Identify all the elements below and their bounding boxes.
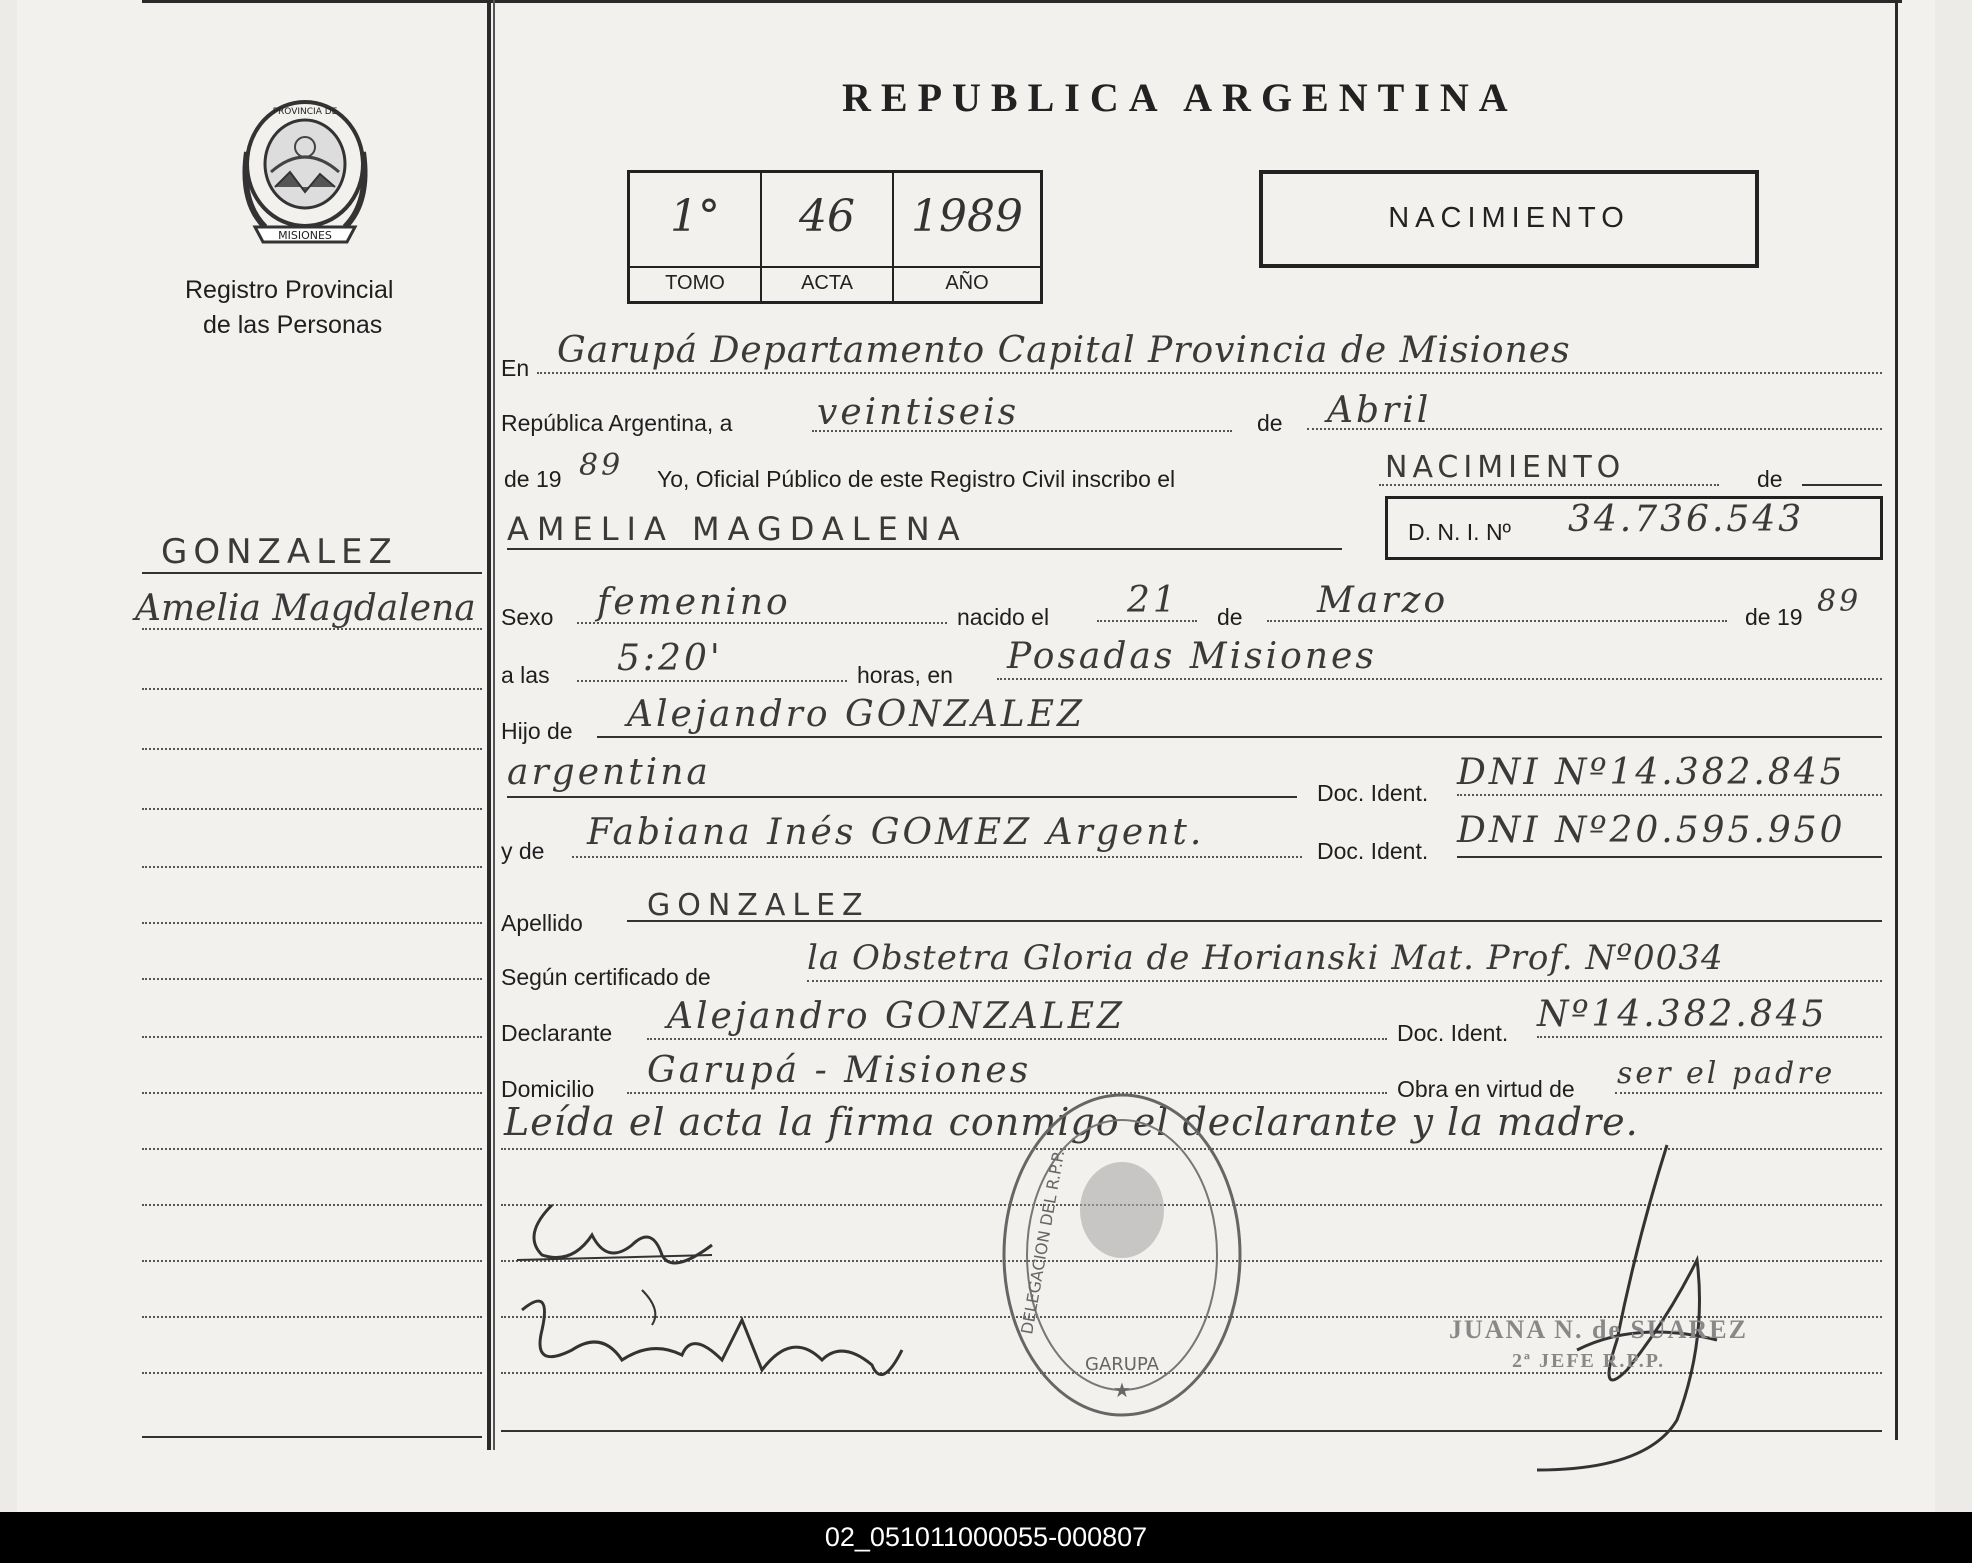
- field-line: [1457, 856, 1882, 858]
- declarant-document: Nº14.382.845: [1537, 994, 1828, 1035]
- field-line: [1097, 620, 1197, 622]
- margin-line: [142, 1148, 482, 1150]
- field-line: [1537, 1036, 1882, 1038]
- margin-given-names: Amelia Magdalena: [135, 588, 476, 629]
- column-divider-inner: [493, 0, 495, 1450]
- birth-place: Posadas Misiones: [1007, 636, 1377, 677]
- margin-surname: GONZALEZ: [161, 532, 398, 572]
- capacity-value: ser el padre: [1617, 1056, 1836, 1091]
- de-label-2: de: [1757, 466, 1783, 492]
- field-line: [507, 796, 1297, 798]
- field-line: [1307, 428, 1882, 430]
- right-border: [1895, 0, 1898, 1440]
- birth-day: 21: [1127, 580, 1179, 621]
- ano-cell: [894, 173, 1040, 301]
- surname-value: GONZALEZ: [647, 888, 870, 923]
- field-line: [627, 920, 1882, 922]
- field-line: [507, 548, 1342, 550]
- stamp-text: DELEGACION DEL R.P.P.: [1017, 1148, 1069, 1336]
- field-line: [537, 372, 1882, 374]
- de-label-3: de: [1217, 604, 1243, 630]
- sexo-label: Sexo: [501, 604, 554, 630]
- yde-label: y de: [501, 838, 545, 864]
- registration-year: 89: [579, 448, 624, 483]
- child-given-names: AMELIA MAGDALENA: [507, 510, 968, 548]
- tomo-cell: [630, 173, 762, 301]
- field-line: [1379, 484, 1719, 486]
- field-line: [1615, 1092, 1882, 1094]
- margin-line: [142, 808, 482, 810]
- record-number-box: [627, 170, 1043, 304]
- record-type-box: [1259, 170, 1759, 268]
- field-line: [577, 622, 947, 624]
- father-name: Alejandro GONZALEZ: [627, 694, 1085, 735]
- field-line: [997, 678, 1882, 680]
- seal-bottom-text: MISIONES: [278, 229, 332, 242]
- seal-top-text: PROVINCIA DE: [272, 107, 338, 117]
- acta-label: ACTA: [762, 266, 892, 295]
- closing-statement: Leída el acta la firma conmigo el declarante y la madre.: [504, 1100, 1639, 1144]
- tomo-value: 1°: [670, 191, 720, 242]
- certificate-sheet: [17, 0, 1935, 1512]
- republica-label: República Argentina, a: [501, 410, 733, 436]
- apellido-label: Apellido: [501, 910, 583, 936]
- certificate-issuer: la Obstetra Gloria de Horianski Mat. Prof. Nº0034: [807, 938, 1724, 978]
- mother-name: Fabiana Inés GOMEZ Argent.: [587, 812, 1205, 853]
- registration-month: Abril: [1327, 390, 1432, 431]
- record-type-label: NACIMIENTO: [1388, 202, 1630, 234]
- sex-value: femenino: [597, 582, 791, 623]
- nacido-label: nacido el: [957, 604, 1050, 630]
- registry-line-1: Registro Provincial: [185, 276, 394, 304]
- margin-line: [142, 1036, 482, 1038]
- doc-ident-label-2: Doc. Ident.: [1317, 838, 1429, 864]
- act-type: NACIMIENTO: [1385, 450, 1626, 485]
- margin-line: [142, 628, 482, 630]
- mother-document: DNI Nº20.595.950: [1457, 810, 1846, 851]
- official-stamp-icon: [992, 1085, 1252, 1425]
- alas-label: a las: [501, 662, 550, 688]
- document-code: 02_051011000055-000807: [0, 1512, 1972, 1563]
- margin-line: [142, 1372, 482, 1374]
- field-line: [1267, 620, 1727, 622]
- field-line: [807, 980, 1882, 982]
- father-nationality: argentina: [507, 752, 711, 793]
- margin-line: [142, 1092, 482, 1094]
- margin-line: [142, 1316, 482, 1318]
- acta-cell: [762, 173, 894, 301]
- column-divider: [487, 0, 491, 1450]
- svg-text:★: ★: [1113, 1380, 1131, 1402]
- province-seal-icon: [235, 92, 375, 252]
- en-label: En: [501, 355, 530, 381]
- top-border: [142, 0, 1902, 3]
- margin-line: [142, 922, 482, 924]
- horas-label: horas, en: [857, 662, 953, 688]
- field-line: [812, 430, 1232, 432]
- field-line: [1457, 794, 1882, 796]
- mother-signature: [512, 1280, 932, 1400]
- officer-statement: Yo, Oficial Público de este Registro Civil inscribo el: [657, 466, 1176, 492]
- margin-line: [142, 866, 482, 868]
- stamp-place: GARUPA: [1085, 1354, 1159, 1375]
- hijo-label: Hijo de: [501, 718, 573, 744]
- de-label: de: [1257, 410, 1283, 436]
- margin-line: [142, 1204, 482, 1206]
- officer-name: JUANA N. de SUAREZ: [1449, 1315, 1748, 1344]
- registry-line-2: de las Personas: [203, 311, 383, 339]
- officer-signature: [1517, 1140, 1757, 1480]
- doc-ident-label-3: Doc. Ident.: [1397, 1020, 1509, 1046]
- residence-value: Garupá - Misiones: [647, 1050, 1032, 1091]
- declarant-name: Alejandro GONZALEZ: [667, 996, 1125, 1037]
- margin-line: [142, 978, 482, 980]
- document-title: REPUBLICA ARGENTINA: [842, 75, 1518, 120]
- registration-day: veintiseis: [817, 392, 1020, 433]
- birth-hour: 5:20': [617, 638, 723, 679]
- margin-bottom-line: [142, 1436, 482, 1438]
- dni-box: [1385, 496, 1883, 560]
- field-line: [1802, 484, 1882, 486]
- father-document: DNI Nº14.382.845: [1457, 752, 1846, 793]
- declarante-label: Declarante: [501, 1020, 613, 1046]
- segun-label: Según certificado de: [501, 964, 711, 990]
- de19-label-2: de 19: [1745, 604, 1803, 630]
- de19-label: de 19: [504, 466, 562, 492]
- dni-label: D. N. I. Nº: [1408, 519, 1511, 545]
- field-line: [577, 680, 847, 682]
- margin-line: [142, 1260, 482, 1262]
- field-line: [597, 736, 1882, 738]
- obra-label: Obra en virtud de: [1397, 1076, 1575, 1102]
- acta-value: 46: [799, 191, 855, 242]
- ano-value: 1989: [911, 191, 1023, 242]
- field-line: [647, 1038, 1387, 1040]
- birth-month: Marzo: [1317, 580, 1449, 621]
- doc-ident-label: Doc. Ident.: [1317, 780, 1429, 806]
- officer-title: 2ª JEFE R.P.P.: [1512, 1350, 1666, 1372]
- birth-year: 89: [1817, 584, 1862, 619]
- field-line: [572, 856, 1302, 858]
- margin-line: [142, 688, 482, 690]
- dni-value: 34.736.543: [1568, 499, 1805, 540]
- margin-line: [142, 748, 482, 750]
- tomo-label: TOMO: [630, 266, 760, 295]
- place-of-registration: Garupá Departamento Capital Provincia de Misiones: [557, 330, 1571, 371]
- ano-label: AÑO: [894, 266, 1040, 295]
- margin-line: [142, 572, 482, 574]
- domicilio-label: Domicilio: [501, 1076, 595, 1102]
